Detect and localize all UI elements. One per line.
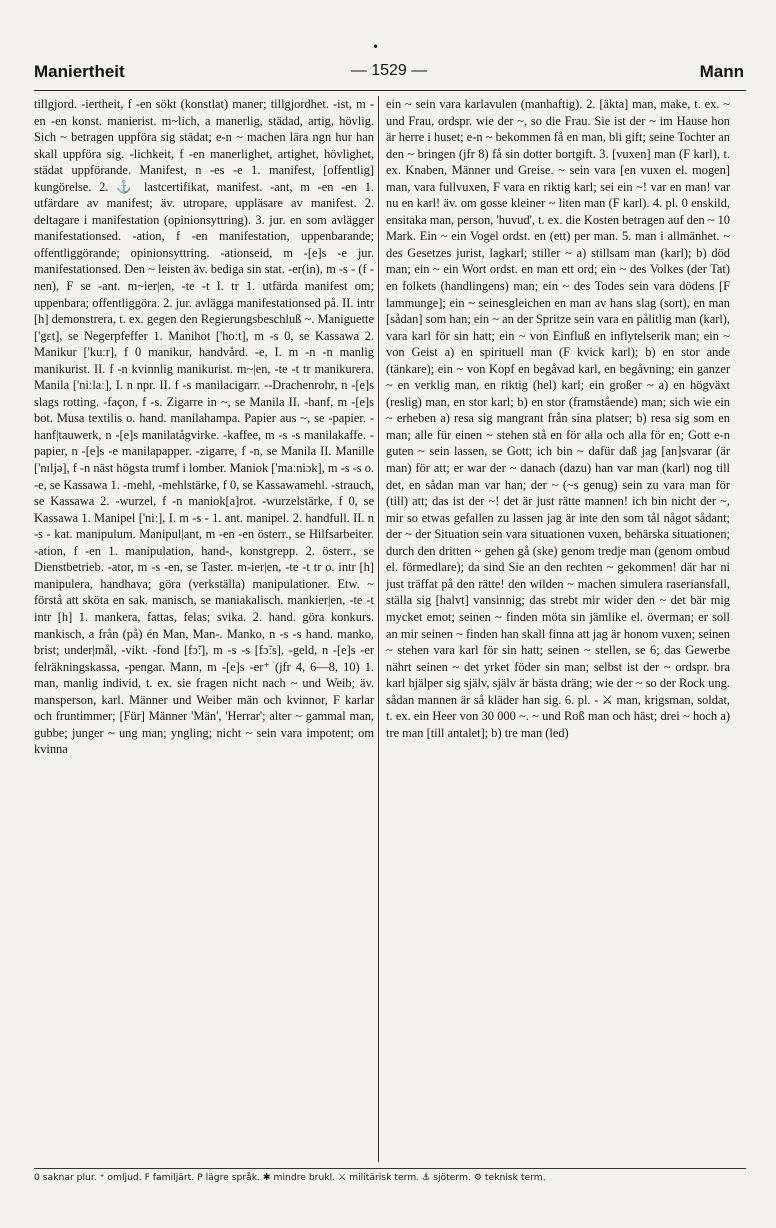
header-rule [34,90,746,91]
page-number: — 1529 — [350,62,428,79]
header-guide-word-right: Mann [699,62,744,81]
printer-mark: • [372,40,380,54]
footer-rule [34,1168,746,1169]
right-column [386,96,730,741]
abbreviation-legend: 0 saknar plur. ⁺ omljud. F familjärt. P lägre språk. ✱ mindre brukl. ⚔ militärisk term. ⚓ sjöterm. ⚙ teknisk term. [34,1172,546,1183]
left-column [34,96,374,758]
column-divider [378,96,379,1162]
left-column-text: tillgjord. -iertheit, f -en sökt (konstlat) maner; tillgjordhet. -ist, m -en -en konst. manierist. m~lich, a manerlig, städad, artig, hövlig. Sich ~ betragen uppföra sig städat; e-n ~ machen lära ngn hur han skall uppföra sig. -lichkeit, f -en manerlighet, artighet, hövlighet, städat uppförande. Manifest, n -es -e 1. manifest, [offentlig] kungörelse. 2. ⚓ lastcertifikat, manifest. -ant, m -en -en 1. utfärdare av manifest; äv. utropare, uppläsare av manifest. 2. deltagare i manifestation (opinionsyttring). 3. jur. en som avlägger manifestationsed. -ation, f -en manifestation, uppenbarande; offentliggörande; opinionsyttring. -ationseid, m -[e]s -e jur. manifestationsed. Den ~ leisten äv. bediga sin stat. -er(in), m -s - (f -nen), F se -ant. m~ier|en, -te -t I. tr 1. utfärda manifest om; uppenbara; offentliggöra. 2. jur. avlägga manifestationsed på. II. intr [h] demonstrera, t. ex. gegen den Regierungsbeschluß ~. Maniguette ['gɛt], se Negerpfeffer 1. Manihot ['hoːt], m -s 0, se Kassawa 2. Manikur ['kuːr], f 0 manikur, handvård. -e, I. m -n -n manlig manikurist. II. f -n kvinnlig manikurist. m~|en, -te -t tr manikurera. Manila ['niːlaː], I. n npr. II. f -s manilacigarr. --Drachenrohr, n -[e]s slags rotting. -façon, f -s. Zigarre in ~, se Manila II. -hanf, m -[e]s bot. Musa textilis o. hand. manilahampa. Papier aus ~, se -papier. -hanf|tauwerk, n -[e]s manilatågvirke. -kaffee, m -s -s manilakaffe. -papier, n -[e]s -e manilapapper. -zigarre, f -n, se Manila II. Manille ['nɪljə], f -n näst högsta trumf i lomber. Maniok ['maːniɔk], m -s -s o. -e, se Kassawa 1. -mehl, -mehlstärke, f 0, se Kassawamehl. -strauch, se Kassawa 2. -wurzel, f -n maniok[a]rot. -wurzelstärke, f 0, se Kassawa 1. Manipel ['niː], I. m -s - 1. ant. manipel. 2. handfull. II. n -s - kat. manipulum. Manipul|ant, m -en -en österr., se Hilfsarbeiter. -ation, f -en 1. manipulation, hand-, konstgrepp. 2. österr., se Dienstbetrieb. -ator, m -s -en, se Taster. m-ier|en, -te -t tr o. intr [h] manipulera, handhava; göra (verkställa) manipulationer. Etw. ~ förstå att sköta en sak. manisch, se maniakalisch. mankier|en, -te -t intr [h] 1. mankera, fattas, felas; svika. 2. hand. göra konkurs. mankisch, a från (på) én Man, Man-. Manko, n -s -s hand. manko, brist; under|mål, -vikt. -fond [fɔ̃ː], m -s -s [fɔ̃ːs], -geld, n -[e]s -er felräkningskassa, -pengar. Mann, m -[e]s -er⁺ (jfr 4, 6—8, 10) 1. man, manlig individ, t. ex. sie fragen nicht nach ~ und Weib; äv. mansperson, karl. Männer und Weiber män och kvinnor, F karlar och fruntimmer; [Für] Männer 'Män', 'Herrar'; alter ~ gammal man, gubbe; junger ~ ung man; yngling; nicht ~ sein vara impotent; om kvinna [34,97,374,757]
header-guide-word-left: Maniertheit [34,62,125,81]
page-header [34,62,744,86]
right-column-text: ein ~ sein vara karlavulen (manhaftig). 2. [äkta] man, make, t. ex. ~ und Frau, ordspr. wie der ~, so die Frau. Sie ist der ~ im Hause hon är herre i huset; e-n ~ bekommen få en man, bli gift; seine Tochter an den ~ bringen (jfr 8) få sin dotter bortgift. 3. [vuxen] man (F karl), t. ex. Knaben, Männer und Greise. ~ sein vara [en vuxen el. mogen] man, vara fullvuxen, F vara en riktig karl; sei ein ~! var en man! var nu en karl! äv. om gosse kleiner ~ liten man (F karl). 4. pl. 0 enskild, ensitaka man, person, 'huvud', t. ex. die Kosten betragen auf den ~ 10 Mark. Ein ~ ein Vogel ordst. en (ett) per man. 5. man i allmänhet. ~ des Gesetzes jurist, lagkarl; stiller ~ a) stillsam man (karl); b) död man; ein ~ ein Wort ordst. en man ett ord; ein ~ des Volkes (der Tat) en folkets (handlingens) man; ein ~ des Todes sein vara dödens [F lammunge]; ein ~ seinesgleichen en man av hans slag (sort), en man [sådan] som han; ein ~ an der Spritze sein vara en pålitlig man (karl), vara karl för sin hatt; ein ~ von Einfluß en inflytelserik man; ein ~ von Geist a) en spirituell man (F kvick karl); b) en stor ande (tänkare); ein ~ von Kopf en begåvad karl, en begåvning; ein ganzer ~ en verklig man, en riktig (hel) karl; ein großer ~ a) en högväxt (reslig) man, en stor karl; b) en stor (framstående) man; sich wie ein ~ erheben a) resa sig mangrant från sina platser; b) resa sig som en man; alle für einen ~ stehen stå en för alla och alla för en; Gott e-n guten ~ sein lassen, se Gott; ich bin ~ dafür daß jag [an]svarar (är man) för att; er war der ~ danach (dazu) han var man (karl) nog till det, en sådan man var han; der ~ (~s genug) sein zu vara man för (till) att; das ist der ~! det är just rätte mannen! ich bin nicht der ~, mir so etwas gefallen zu lassen jag är inte den som tål något sådant; der ~ der Situation sein vara situationen vuxen, behärska situationen; durch den dritten ~ gehen gå (ske) genom tredje man (genom ombud el. förmedlare); da sind Sie an den rechten ~ gekommen! där har ni just träffat på den rätte! den wilden ~ machen simulera raseriansfall, ställa sig [halvt] vansinnig; das strebt mir wider den ~ det bär mig mycket emot; seinen ~ finden möta sin jämlike el. överman; er soll an mir seinen ~ finden han skall finna att jag är honom vuxen; seinen ~ stehen vara karl för sin hatt; seinen ~ stellen, se 6; das Gewerbe nährt seinen ~ det yrket föder sin man; selbst ist der ~ ordspr. bra karl hjälper sig själv, själv är bästa dräng; wie der ~ so der Rock ung. sådan mannen är så kläder han sig. 6. pl. - ⚔ man, krigsman, soldat, t. ex. ein Heer von 30 000 ~. ~ und Roß man och häst; drei ~ hoch a) tre man [till antalet]; b) tre man (led) [386,97,730,740]
